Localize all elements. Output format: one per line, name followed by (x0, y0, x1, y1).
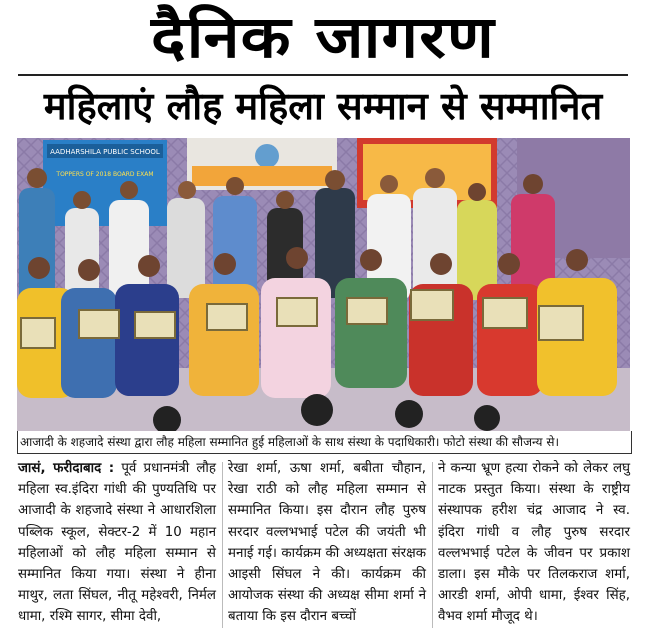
column-divider (432, 462, 433, 628)
banner-school-name: AADHARSHILA PUBLIC SCHOOL (50, 148, 160, 156)
newspaper-logo: दैनिक जागरण (151, 3, 495, 71)
group-photo-illustration (17, 138, 630, 431)
article-column-2: रेखा शर्मा, ऊषा शर्मा, बबीता चौहान, रेखा राठी को लौह महिला सम्मान से सम्मानित किया। इस दौरान लौह पुरुष सरदार वल्लभभाई पटेल की जयंती भी मनाई गई। कार्यक्रम की अध्यक्षता संरक्षक आइसी सिंघल ने की। कार्यक्रम की आयोजक संस्था की अध्यक्ष सीमा शर्मा ने बताया कि इस दौरान बच्चों (228, 461, 426, 625)
article-headline: महिलाएं लौह महिला सम्मान से सम्मानित (43, 84, 603, 128)
news-photo (17, 138, 630, 431)
banner-toppers: TOPPERS OF 2018 BOARD EXAM (56, 171, 154, 178)
article-column-1 (18, 458, 216, 628)
masthead (0, 0, 646, 74)
column-divider (222, 462, 223, 628)
dateline: जासं, फरीदाबाद : (18, 461, 115, 476)
photo-caption: आजादी के शहजादे संस्था द्वारा लौह महिला सम्मानित हुई महिलाओं के साथ संस्था के पदाधिकारी। फोटो संस्था की सौजन्य से। (17, 431, 632, 454)
article-body (18, 458, 630, 632)
article-column-1-text: पूर्व प्रधानमंत्री लौह महिला स्व.इंदिरा गांधी की पुण्यतिथि पर आजादी के शहजादे संस्था ने आधारशिला पब्लिक स्कूल, सेक्टर-2 में 10 महान महिलाओं को लौह महिला सम्मान से सम्मानित किया गया। संस्था ने हीना माथुर, लता सिंघल, नीतू महेश्वरी, निर्मल धामा, रश्मि सागर, सीमा देवी, (18, 461, 217, 625)
masthead-rule (18, 74, 628, 76)
article-column-3: ने कन्या भ्रूण हत्या रोकने को लेकर लघु नाटक प्रस्तुत किया। संस्था के राष्ट्रीय संस्थापक हरीश चंद्र आजाद ने स्व. इंदिरा गांधी व लौह पुरुष सरदार वल्लभभाई पटेल के जीवन पर प्रकाश डाला। इस मौके पर तिलकराज शर्मा, आरडी शर्मा, ओपी धामा, ईश्वर सिंह, वैभव शर्मा मौजूद थे। (438, 461, 630, 625)
